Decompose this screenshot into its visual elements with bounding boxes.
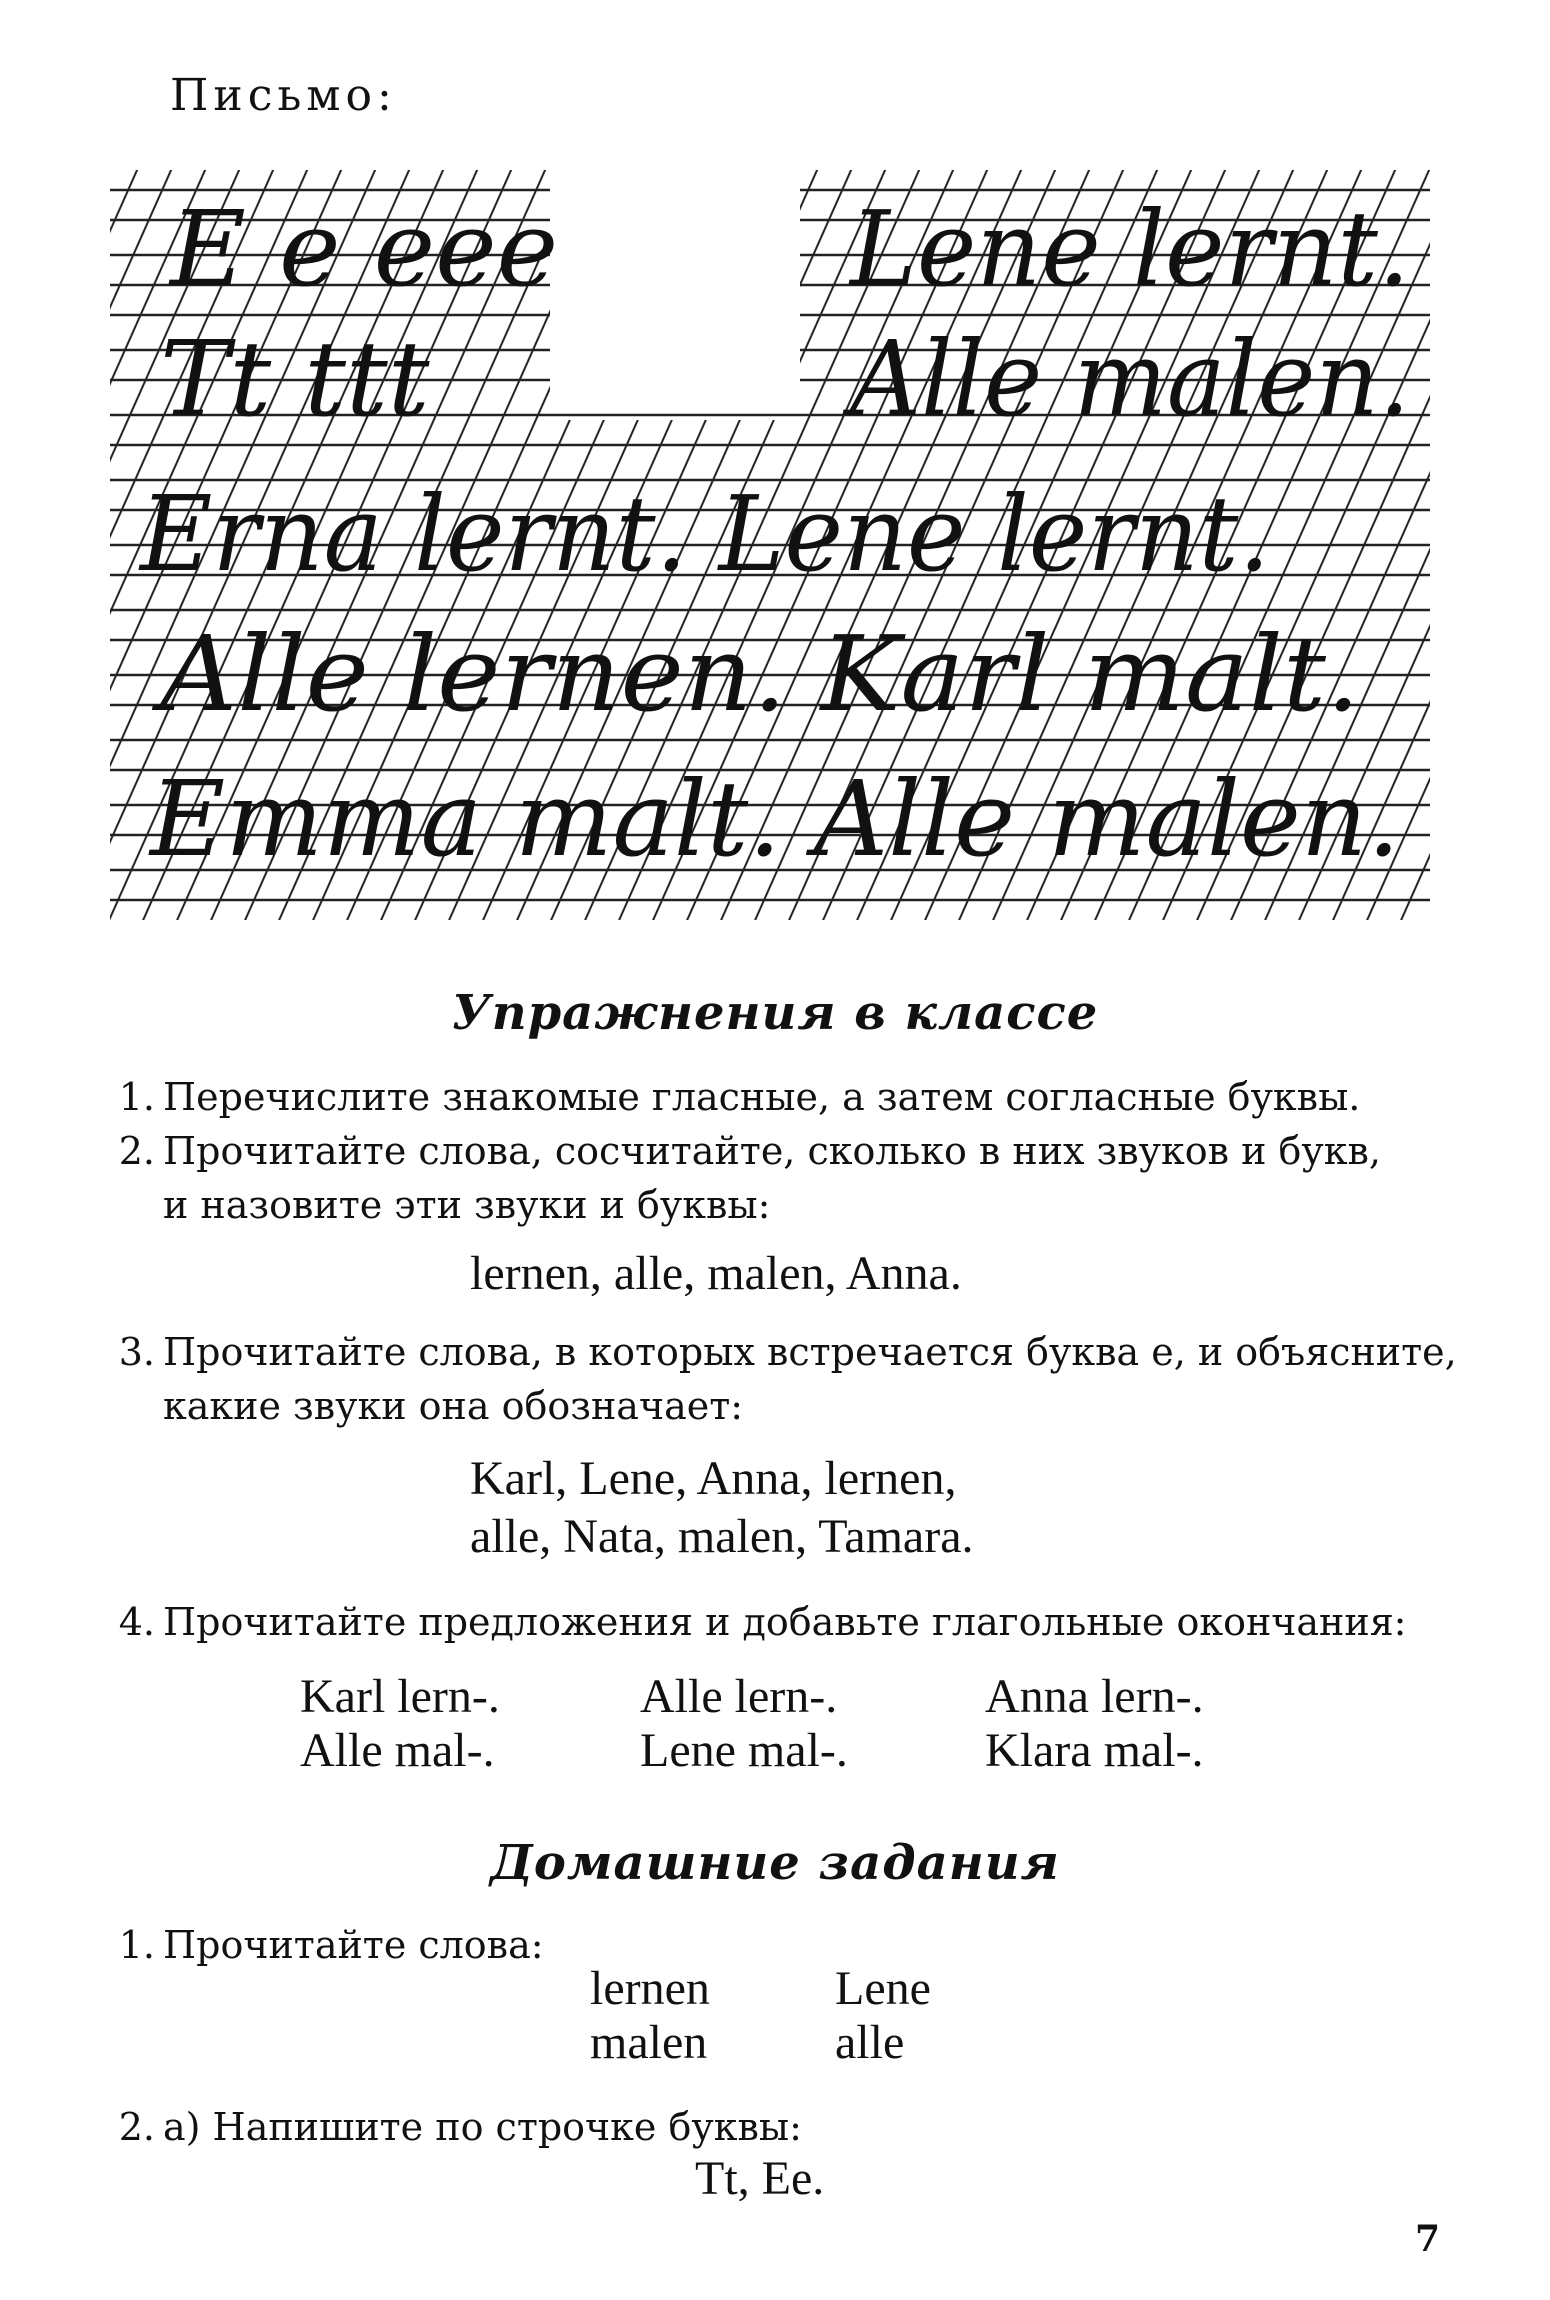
word-list: Tt, Ee. bbox=[695, 2152, 825, 2205]
task-line: а) Напишите по строчке буквы: bbox=[163, 2105, 802, 2149]
page-number: 7 bbox=[1415, 2218, 1441, 2260]
task-number: 4. bbox=[118, 1600, 155, 1644]
section-heading-writing: Письмо: bbox=[170, 70, 397, 121]
task-line: Прочитайте слова: bbox=[163, 1923, 544, 1967]
cursive-line-erna: Erna lernt. Lene lernt. bbox=[138, 473, 1270, 595]
task-number: 2. bbox=[118, 1129, 155, 1173]
task-number: 1. bbox=[118, 1075, 155, 1119]
homework-task-2 bbox=[105, 2100, 1435, 2154]
task-number: 2. bbox=[118, 2105, 155, 2149]
class-task-3 bbox=[105, 1325, 1457, 1435]
cursive-line-alle-lernen: Alle lernen. Karl malt. bbox=[151, 613, 1361, 735]
word-list: lernen, alle, malen, Anna. bbox=[470, 1247, 962, 1300]
word-list: malen bbox=[590, 2016, 708, 2069]
word-list: alle bbox=[835, 2016, 905, 2069]
verb-sentence: Klara mal-. bbox=[985, 1724, 1204, 1777]
cursive-line-alle-malen: Alle malen. bbox=[842, 318, 1410, 440]
class-task-4 bbox=[105, 1595, 1435, 1649]
word-list: lernen bbox=[590, 1962, 710, 2015]
class-task-2 bbox=[105, 1124, 1435, 1234]
class-task-1 bbox=[105, 1070, 1435, 1124]
verb-sentence: Alle lern-. bbox=[640, 1670, 838, 1723]
word-list: Karl, Lene, Anna, lernen, bbox=[470, 1452, 957, 1505]
section-title-class-exercises: Упражнения в классе bbox=[451, 985, 1099, 1041]
task-text bbox=[163, 1070, 1435, 1124]
word-list: alle, Nata, malen, Tamara. bbox=[470, 1510, 974, 1563]
cursive-line-lene-lernt: Lene lernt. bbox=[848, 188, 1410, 310]
verb-sentence: Karl lern-. bbox=[300, 1670, 500, 1723]
task-line: Перечислите знакомые гласные, а затем согласные буквы. bbox=[163, 1075, 1361, 1119]
task-line: Прочитайте слова, сосчитайте, сколько в них звуков и букв, bbox=[163, 1129, 1381, 1173]
section-title-homework: Домашние задания bbox=[490, 1835, 1060, 1891]
copybook-grid bbox=[110, 150, 1430, 940]
task-line: и назовите эти звуки и буквы: bbox=[163, 1183, 771, 1227]
cursive-line-emma: Emma malt. Alle malen. bbox=[148, 758, 1401, 880]
task-line: Прочитайте предложения и добавьте глагольные окончания: bbox=[163, 1600, 1407, 1644]
homework-task-1 bbox=[105, 1918, 1435, 1972]
task-number: 1. bbox=[118, 1923, 155, 1967]
task-line: какие звуки она обозначает: bbox=[163, 1384, 744, 1428]
verb-sentence: Lene mal-. bbox=[640, 1724, 848, 1777]
task-number: 3. bbox=[118, 1330, 155, 1374]
cursive-line-t: Tt ttt bbox=[160, 318, 430, 440]
verb-sentence: Anna lern-. bbox=[985, 1670, 1204, 1723]
word-list: Lene bbox=[835, 1962, 931, 2015]
cursive-line-e: E e eee bbox=[170, 188, 559, 310]
verb-sentence: Alle mal-. bbox=[300, 1724, 495, 1777]
task-line: Прочитайте слова, в которых встречается буква e, и объясните, bbox=[163, 1330, 1457, 1374]
